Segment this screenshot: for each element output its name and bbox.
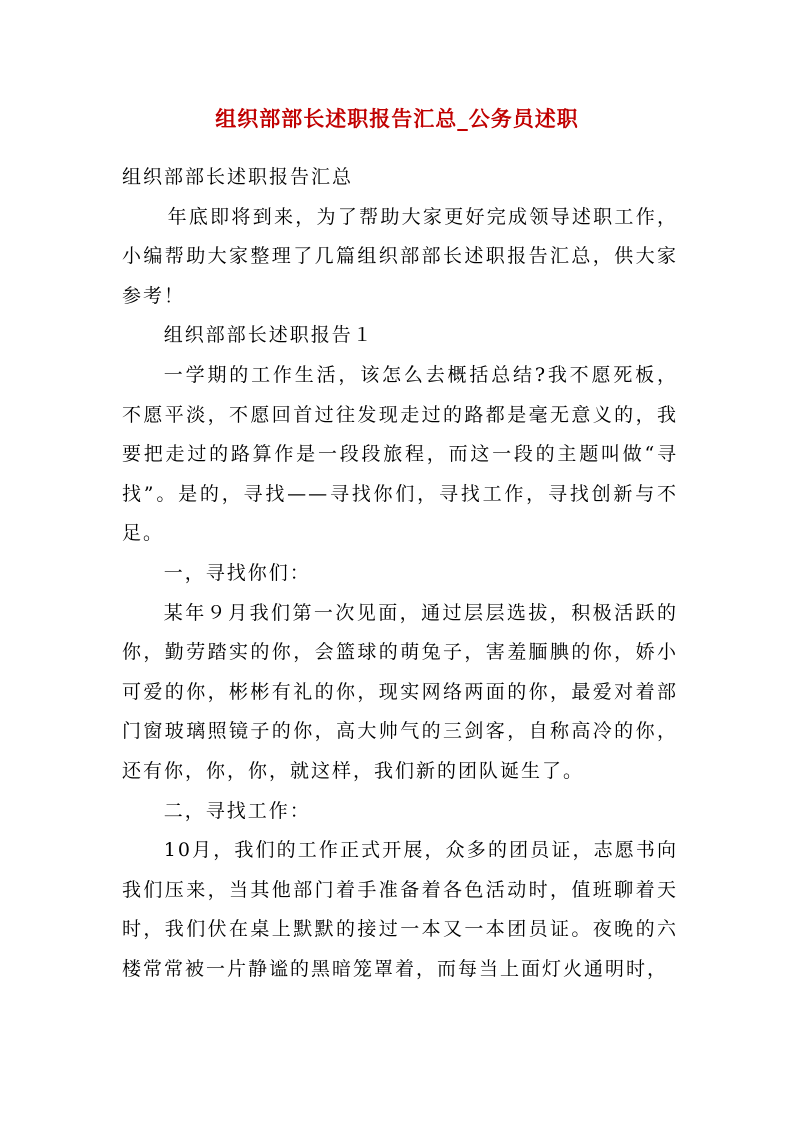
document-body xyxy=(122,158,678,989)
section-heading-find-you: 一，寻找你们： xyxy=(163,561,311,584)
section-heading-find-work: 二，寻找工作： xyxy=(163,799,311,822)
section-heading-report-1: 组织部部长述职报告１ xyxy=(163,324,374,347)
document-subtitle: 组织部部长述职报告汇总 xyxy=(122,166,354,188)
paragraph-summary: 一学期的工作生活，该怎么去概括总结?我不愿死板，不愿平淡，不愿回首过往发现走过的路都是毫无意义的，我要把走过的路算作是一段段旅程，而这一段的主题叫做“寻找”。是的，寻找——寻找你们，寻找工作，寻找创新与不足。 xyxy=(122,363,678,545)
paragraph-find-you: 某年９月我们第一次见面，通过层层选拔，积极活跃的你，勤劳踏实的你，会篮球的萌兔子，害羞腼腆的你，娇小可爱的你，彬彬有礼的你，现实网络两面的你，最爱对着部门窗玻璃照镜子的你，高大帅气的三剑客，自称高冷的你，还有你，你，你，就这样，我们新的团队诞生了。 xyxy=(122,601,678,782)
document-title: 组织部部长述职报告汇总_公务员述职 xyxy=(215,106,579,131)
paragraph-find-work: 10月，我们的工作正式开展，众多的团员证，志愿书向我们压来，当其他部门着手准备着各色活动时，值班聊着天时，我们伏在桌上默默的接过一本又一本团员证。夜晚的六楼常常被一片静谧的黑暗笼罩着，而每当上面灯火通明时， xyxy=(122,839,678,980)
paragraph-intro: 年底即将到来，为了帮助大家更好完成领导述职工作，小编帮助大家整理了几篇组织部部长述职报告汇总，供大家参考！ xyxy=(122,205,678,307)
